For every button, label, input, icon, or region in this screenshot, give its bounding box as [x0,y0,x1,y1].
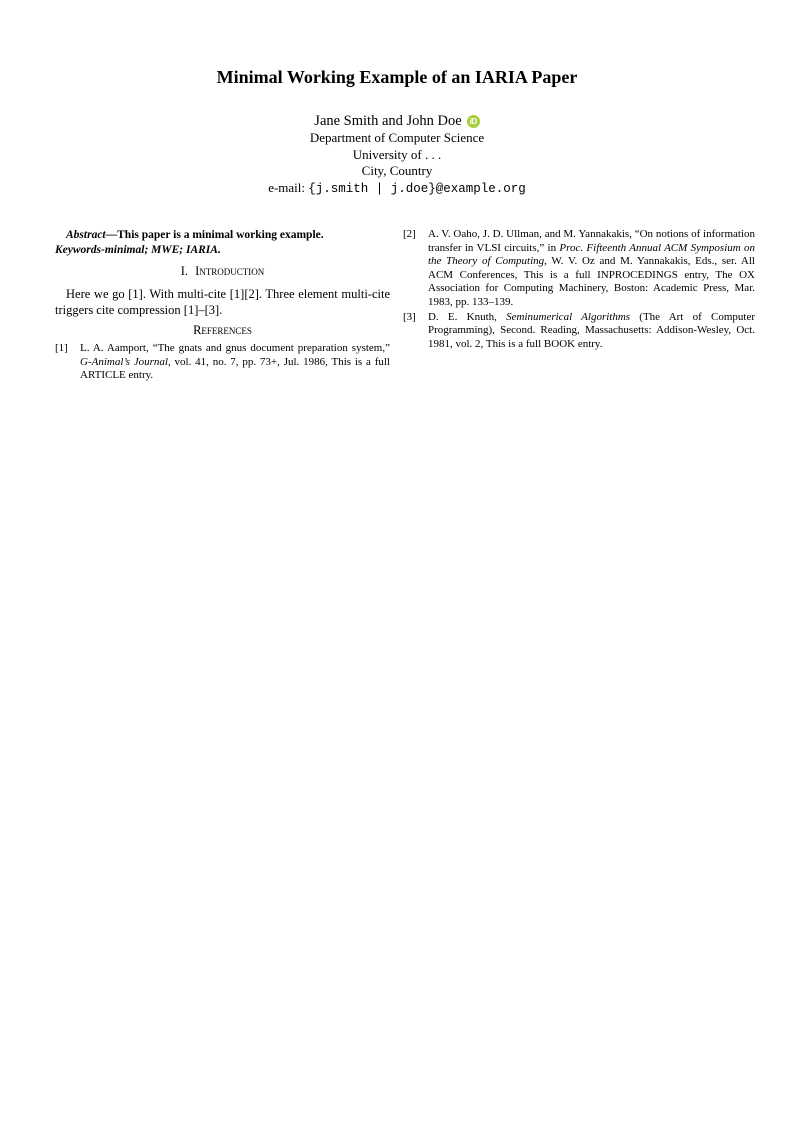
reference-part-italic: Proc. Fifteenth Annual ACM Symposium on the Theory of Computing [428,241,755,268]
reference-marker: [1] [55,342,68,354]
reference-part: A. V. Oaho, J. D. Ullman, and M. Yannakakis, “On notions of information transfer in VLSI circuits,” in [428,228,755,254]
reference-text [80,342,390,383]
abstract-paragraph [55,228,390,243]
introduction-paragraph: Here we go [1]. With multi-cite [1][2]. Three element multi-cite triggers cite compression [1]–[3]. [55,287,390,317]
section-heading-introduction [55,264,390,279]
section-numeral: I. [180,264,189,278]
city-line: City, Country [361,163,433,178]
paper-header [0,67,794,197]
left-column [55,228,390,384]
reference-part-italic: Seminumerical Algorithms [506,310,631,323]
reference-text [428,228,755,310]
author-line [0,113,794,130]
reference-part: , vol. 41, no. 7, pp. 73+, Jul. 1986, This is a full ARTICLE entry. [80,355,390,382]
section-heading-references [55,323,390,338]
author-names: Jane Smith and John Doe [314,113,462,129]
reference-part: D. E. Knuth, [428,310,507,323]
reference-part-italic: G-Animal’s Journal [80,355,168,368]
right-column [403,228,755,384]
university-line: University of . . . [352,146,442,162]
reference-text [428,311,755,352]
section-label: Introduction [195,264,265,278]
email-line [0,180,794,198]
reference-item-1 [55,342,390,383]
reference-marker: [3] [403,310,416,323]
reference-item-3 [403,311,755,352]
reference-marker: [2] [403,228,416,240]
keywords-line: Keywords-minimal; MWE; IARIA. [55,244,221,256]
email-address: {j.smith | j.doe}@example.org [308,181,526,196]
abstract-text: —This paper is a minimal working example. [105,229,324,241]
reference-item-2 [403,228,755,310]
orcid-icon[interactable]: iD [467,115,480,128]
email-label: e-mail: [268,179,309,195]
reference-part: L. A. Aamport, “The gnats and gnus document preparation system,” [80,342,390,354]
references-label: References [193,323,252,337]
paper-title: Minimal Working Example of an IARIA Paper [216,67,578,87]
abstract-label: Abstract [66,229,106,241]
two-column-body [55,228,794,384]
reference-part: (The Art of Computer Programming), Second. Reading, Massachusetts: Addison-Wesley, Oct. 1981, vol. 2, This is a full BOOK entry. [428,310,755,350]
reference-part: , W. V. Oz and M. Yannakakis, Eds., ser. All ACM Conferences, This is a full INPROCEDINGS entry, The OX Association for Computing Machinery, Boston: Academic Press, Mar. 1983, pp. 133–139. [428,255,755,308]
department-line: Department of Computer Science [309,130,485,145]
